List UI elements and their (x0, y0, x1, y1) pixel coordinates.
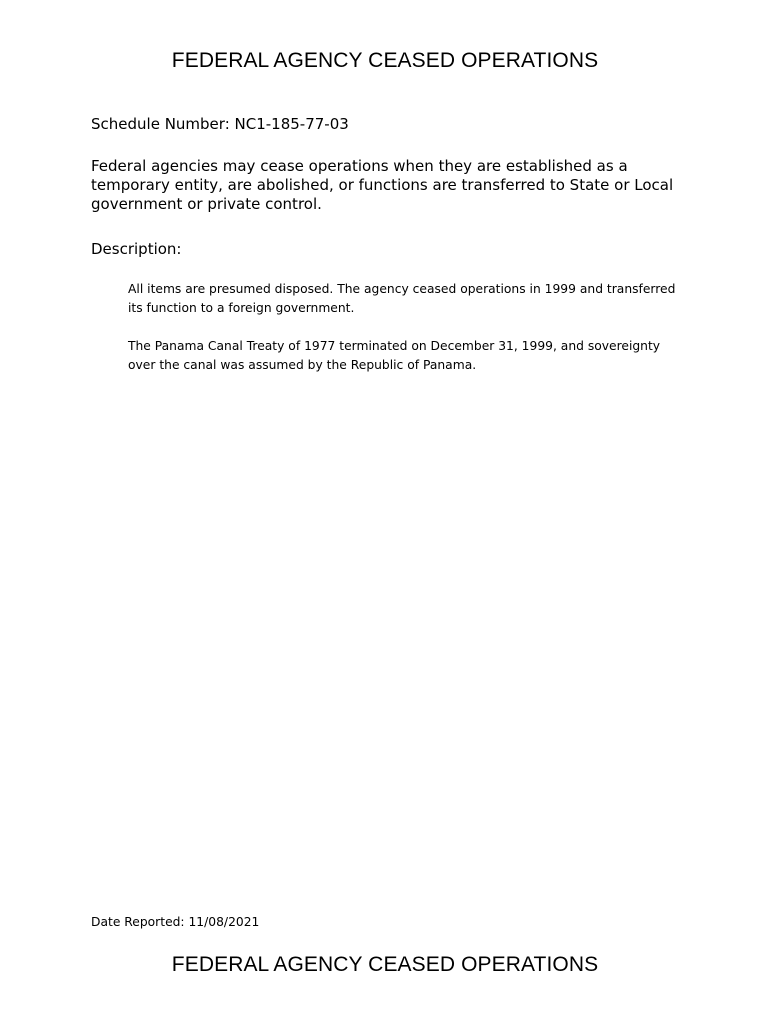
page-title: FEDERAL AGENCY CEASED OPERATIONS (171, 49, 599, 72)
date-reported: Date Reported: 11/08/2021 (91, 915, 260, 929)
schedule-number: Schedule Number: NC1-185-77-03 (91, 115, 349, 133)
footer-title: FEDERAL AGENCY CEASED OPERATIONS (171, 953, 599, 976)
intro-paragraph: Federal agencies may cease operations when they are established as a temporary entity, are abolished, or functions are transferred to State or Local government or private control. (91, 157, 674, 213)
description-label: Description: (91, 240, 182, 258)
description-item-disposition: All items are presumed disposed. The agency ceased operations in 1999 and transferred its function to a foreign government. (128, 282, 676, 315)
description-item-treaty: The Panama Canal Treaty of 1977 terminated on December 31, 1999, and sovereignty over the canal was assumed by the Republic of Panama. (128, 339, 661, 372)
